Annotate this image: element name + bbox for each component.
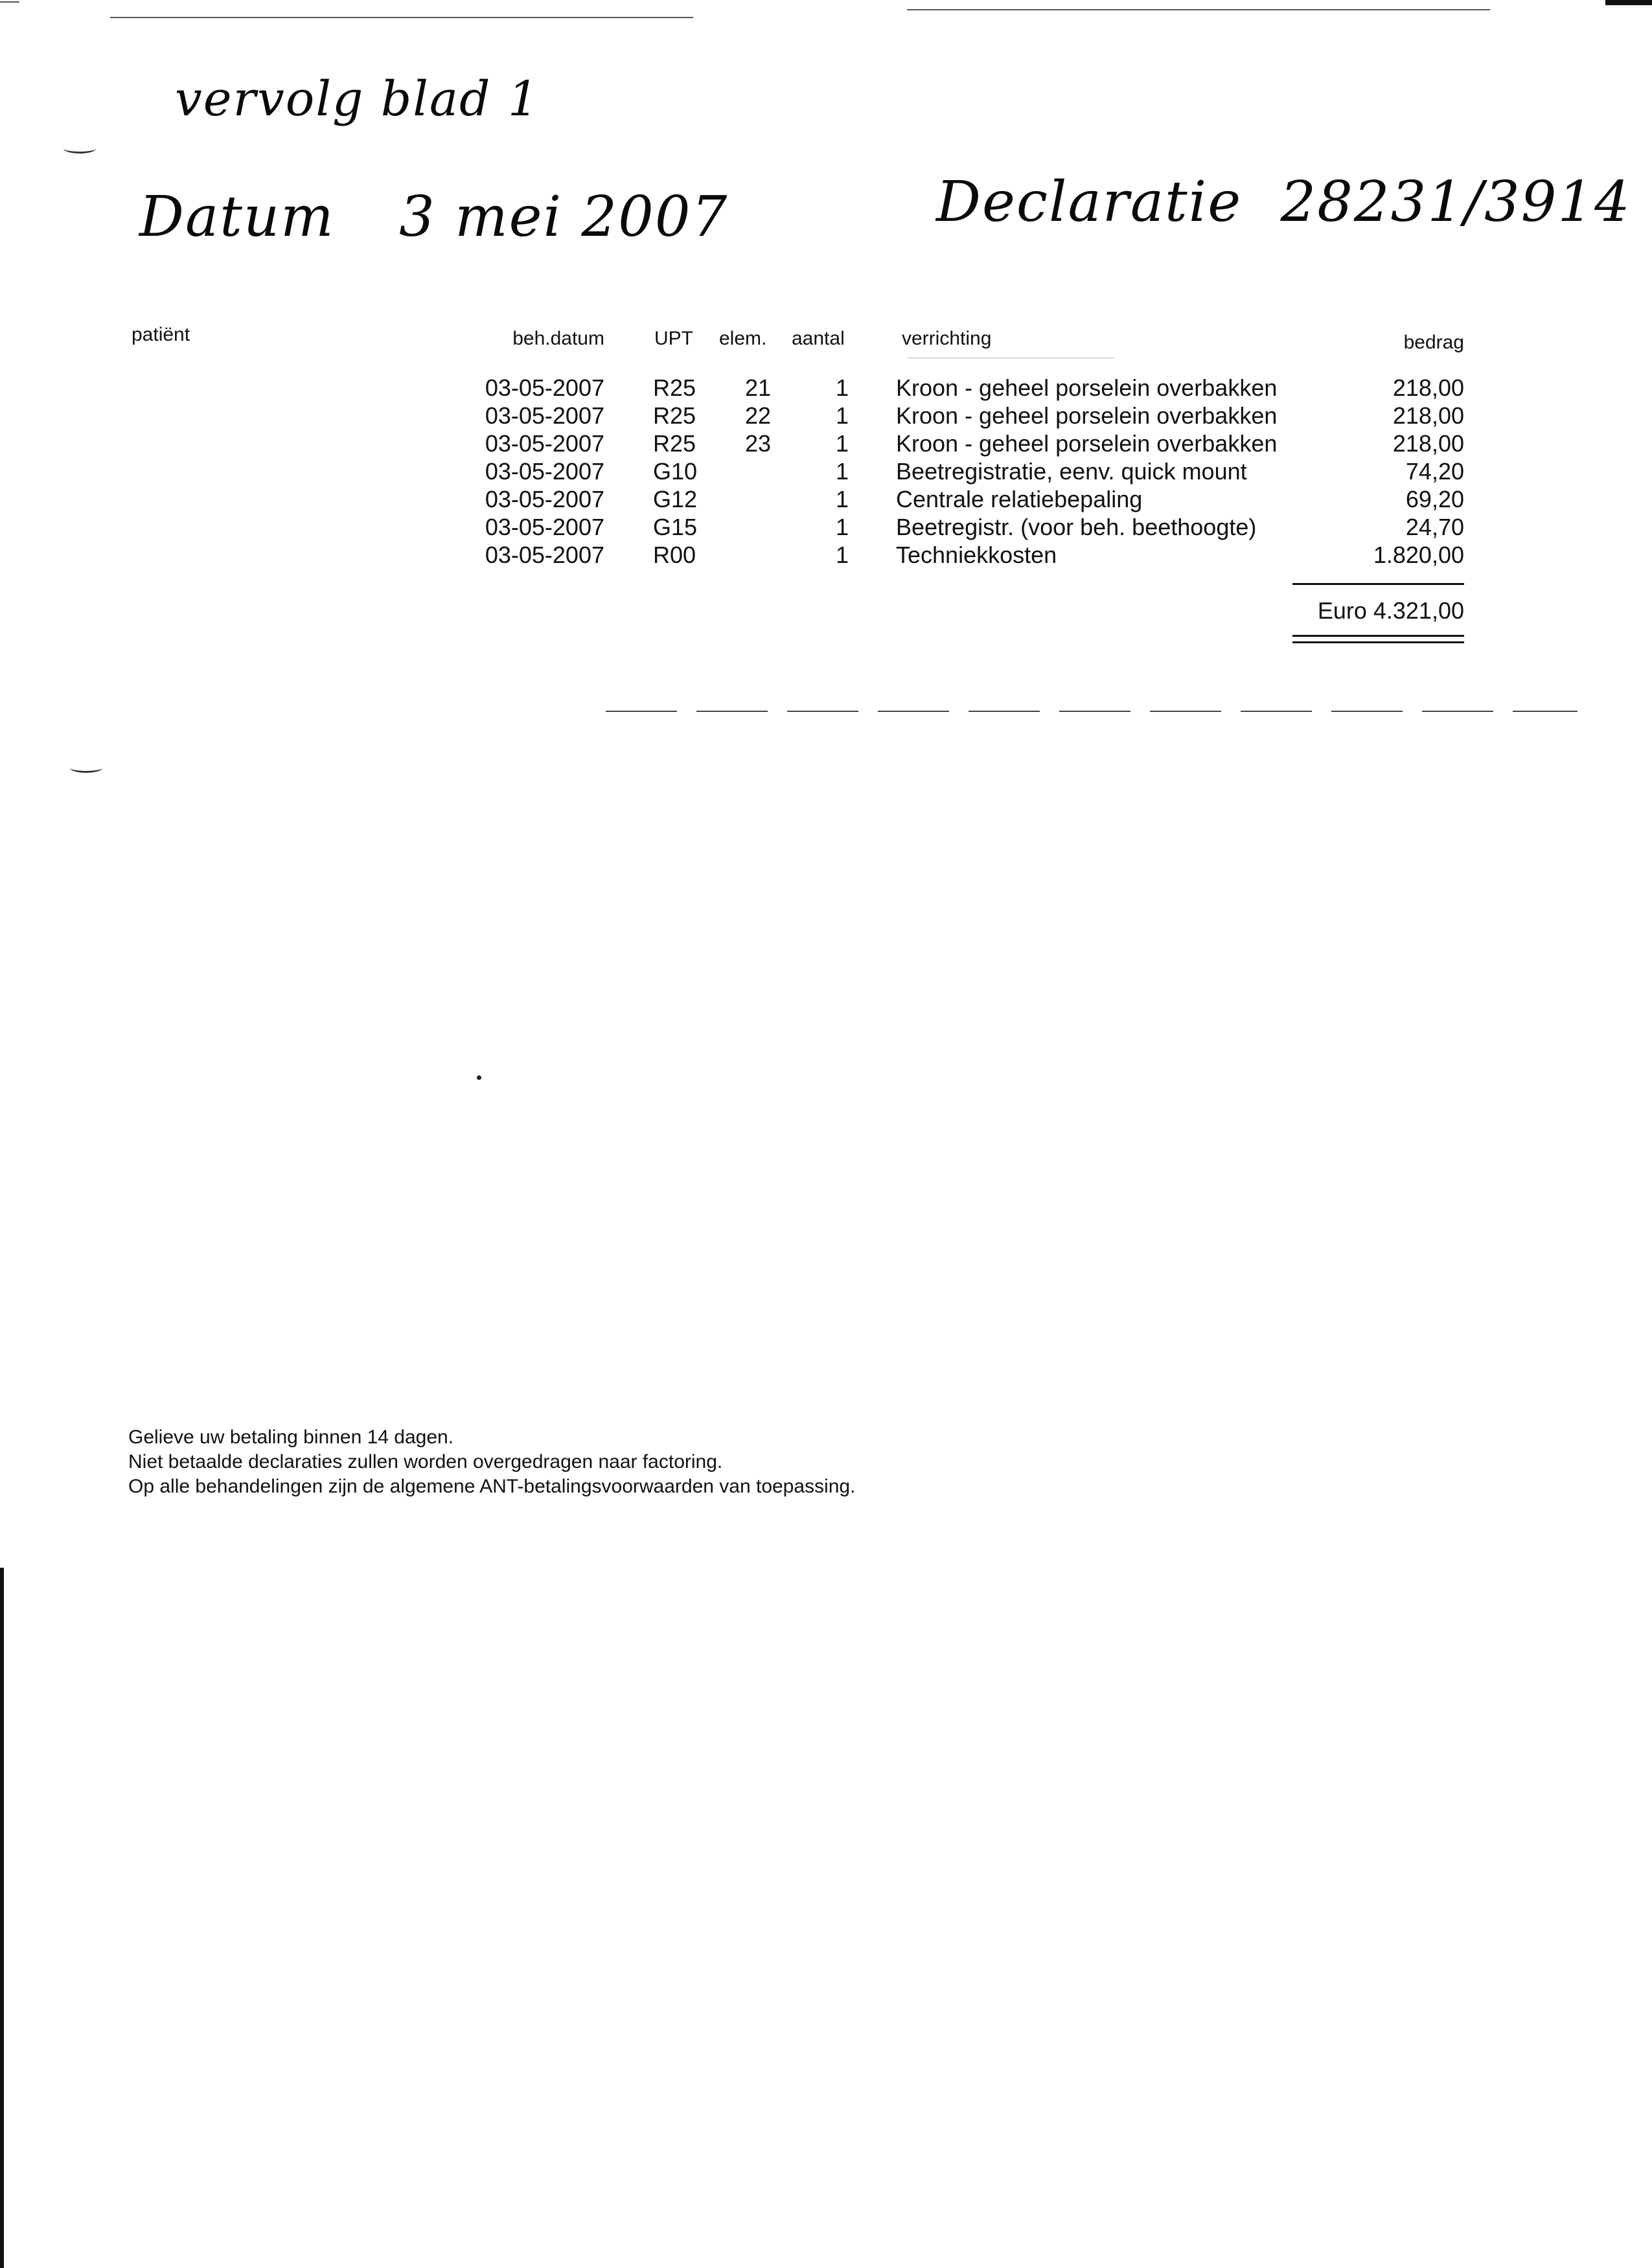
row-upt: R25	[653, 402, 696, 429]
row-amount: 1.820,00	[1373, 542, 1464, 568]
row-procedure: Kroon - geheel porselein overbakken	[896, 374, 1278, 401]
row-date: 03-05-2007	[485, 374, 604, 401]
date-value: 3 mei 2007	[399, 185, 729, 249]
handwritten-declaration	[936, 170, 1631, 235]
row-count: 1	[835, 430, 849, 457]
row-date: 03-05-2007	[485, 458, 604, 485]
row-elem: 22	[744, 402, 771, 429]
declaration-label: Declaratie	[936, 170, 1243, 235]
row-count: 1	[835, 402, 849, 429]
handwritten-date	[139, 185, 728, 249]
total-top-line	[1292, 583, 1464, 585]
total-double-line	[1292, 635, 1464, 637]
row-upt: G15	[653, 514, 698, 540]
header-elem: elem.	[719, 328, 767, 349]
row-count: 1	[835, 514, 849, 540]
row-upt: G10	[653, 458, 698, 485]
payment-terms	[128, 1425, 855, 1499]
payment-terms-line: Op alle behandelingen zijn de algemene ANT-betalingsvoorwaarden van toepassing.	[128, 1476, 856, 1497]
scan-edge	[1605, 0, 1652, 5]
row-procedure: Techniekkosten	[896, 542, 1057, 568]
row-procedure: Beetregistratie, eenv. quick mount	[896, 458, 1247, 485]
scan-rule	[606, 711, 1577, 712]
row-count: 1	[835, 458, 849, 485]
row-upt: R00	[653, 542, 696, 568]
row-date: 03-05-2007	[485, 486, 604, 512]
invoice-total: Euro 4.321,00	[1317, 597, 1464, 624]
scan-rule	[110, 17, 693, 18]
scan-edge	[0, 1568, 4, 2268]
row-date: 03-05-2007	[485, 514, 604, 540]
row-procedure: Kroon - geheel porselein overbakken	[896, 402, 1278, 429]
header-patient: patiënt	[132, 324, 190, 345]
row-procedure: Beetregistr. (voor beh. beethoogte)	[896, 514, 1257, 540]
header-date: beh.datum	[512, 328, 604, 349]
row-upt: R25	[653, 430, 696, 457]
payment-terms-line: Gelieve uw betaling binnen 14 dagen.	[128, 1426, 454, 1448]
row-procedure: Kroon - geheel porselein overbakken	[896, 430, 1278, 457]
row-date: 03-05-2007	[485, 430, 604, 457]
date-label: Datum	[139, 185, 335, 249]
payment-terms-line: Niet betaalde declaraties zullen worden overgedragen naar factoring.	[128, 1451, 723, 1472]
row-count: 1	[835, 486, 849, 512]
scan-rule	[0, 1, 19, 3]
row-date: 03-05-2007	[485, 402, 604, 429]
header-procedure: verrichting	[902, 328, 992, 349]
row-upt: G12	[653, 486, 698, 512]
total-double-line	[1292, 641, 1464, 643]
header-amount: bedrag	[1403, 332, 1464, 353]
declaration-number: 28231/3914	[1280, 170, 1631, 235]
row-count: 1	[835, 374, 849, 401]
row-amount: 218,00	[1392, 374, 1464, 401]
row-amount: 218,00	[1392, 402, 1464, 429]
row-amount: 69,20	[1405, 486, 1464, 512]
header-count: aantal	[792, 328, 845, 349]
handwritten-subtitle: vervolg blad 1	[175, 71, 540, 127]
row-amount: 74,20	[1405, 458, 1464, 485]
scan-rule	[907, 9, 1490, 10]
punch-hole-mark	[63, 144, 96, 154]
row-date: 03-05-2007	[485, 542, 604, 568]
scan-speck	[477, 1075, 481, 1080]
row-elem: 21	[744, 374, 771, 401]
row-count: 1	[835, 542, 849, 568]
row-amount: 24,70	[1405, 514, 1464, 540]
row-procedure: Centrale relatiebepaling	[896, 486, 1143, 512]
row-upt: R25	[653, 374, 696, 401]
row-amount: 218,00	[1392, 430, 1464, 457]
punch-hole-mark	[70, 763, 102, 773]
row-elem: 23	[744, 430, 771, 457]
header-upt: UPT	[654, 328, 693, 349]
